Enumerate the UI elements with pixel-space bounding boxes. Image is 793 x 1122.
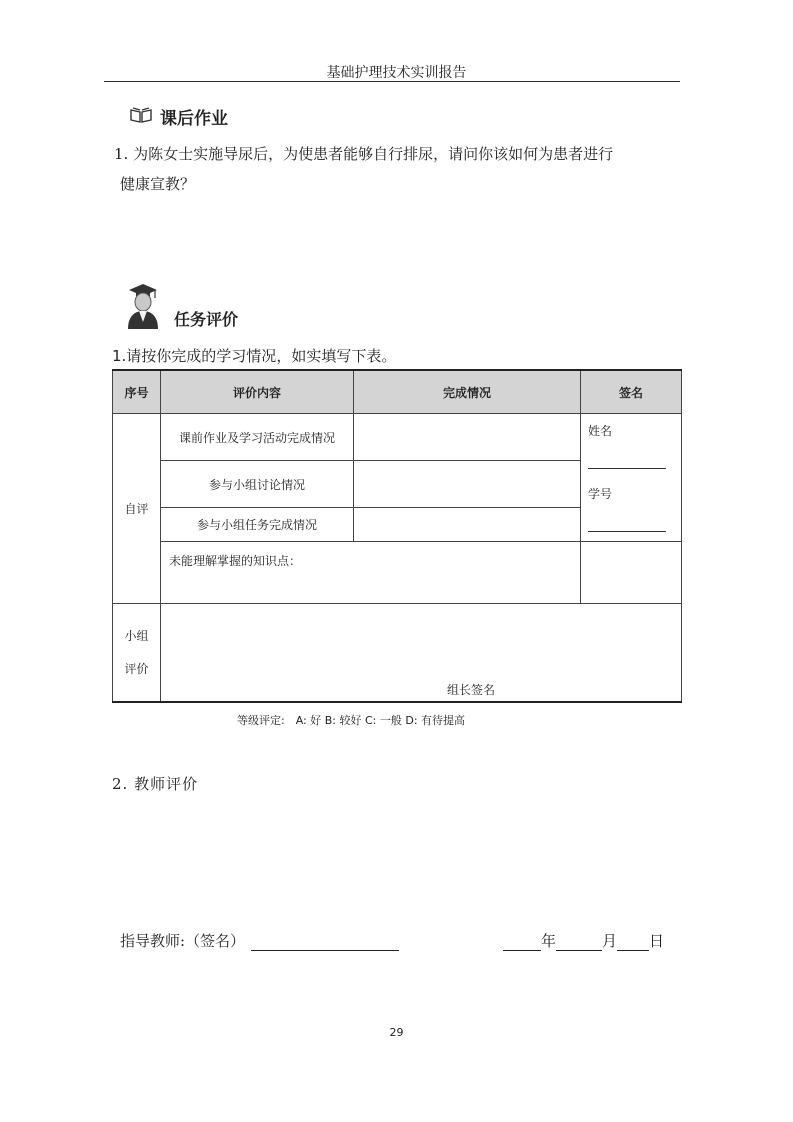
name-label: 姓名	[588, 424, 613, 438]
table-row	[113, 604, 682, 702]
graduate-avatar-icon	[126, 280, 160, 334]
unmastered-points-field[interactable]: 未能理解掌握的知识点：	[161, 542, 581, 604]
col-header-number: 序号	[113, 370, 161, 414]
eval-item-3: 参与小组任务完成情况	[161, 508, 354, 542]
student-id-label: 学号	[588, 487, 613, 501]
homework-section-heading	[130, 104, 228, 129]
col-header-content: 评价内容	[161, 370, 354, 414]
completion-input-1[interactable]	[354, 414, 581, 461]
homework-question	[114, 139, 674, 199]
signature-cell	[581, 414, 682, 542]
table-instruction: 1.请按你完成的学习情况，如实填写下表。	[112, 347, 397, 365]
completion-input-3[interactable]	[354, 508, 581, 542]
eval-item-1: 课前作业及学习活动完成情况	[161, 414, 354, 461]
day-input-line[interactable]	[617, 933, 649, 951]
page-header-title: 基础护理技术实训报告	[326, 65, 467, 81]
month-input-line[interactable]	[556, 933, 602, 951]
group-eval-field[interactable]	[161, 604, 682, 702]
self-eval-label: 自评	[113, 414, 161, 604]
col-header-completion: 完成情况	[354, 370, 581, 414]
evaluation-table	[112, 369, 682, 703]
table-row	[113, 542, 682, 604]
table-row	[113, 414, 682, 461]
question-line-2: 健康宣教？	[120, 175, 196, 193]
teacher-signature-row	[120, 930, 399, 951]
evaluation-section-heading	[126, 280, 238, 334]
table-header-row	[113, 370, 682, 414]
question-line-1: 1. 为陈女士实施导尿后，为使患者能够自行排尿，请问你该如何为患者进行	[114, 145, 614, 163]
eval-item-2: 参与小组讨论情况	[161, 461, 354, 508]
date-row	[503, 930, 664, 951]
grade-legend: 等级评定: A: 好 B: 较好 C: 一般 D: 有待提高	[237, 714, 466, 727]
student-id-input-line[interactable]	[588, 531, 666, 532]
name-input-line[interactable]	[588, 468, 666, 469]
day-label: 日	[649, 932, 665, 950]
empty-cell	[581, 542, 682, 604]
group-eval-label-line2: 评价	[124, 662, 149, 677]
col-header-signature: 签名	[581, 370, 682, 414]
group-eval-label-line1: 小组	[124, 629, 149, 644]
completion-input-2[interactable]	[354, 461, 581, 508]
teacher-signature-line[interactable]	[251, 933, 399, 951]
page-number: 29	[389, 1026, 404, 1039]
month-label: 月	[602, 932, 618, 950]
open-book-icon	[130, 107, 152, 127]
teacher-signature-label: 指导教师:（签名）	[120, 932, 246, 950]
homework-title: 课后作业	[160, 109, 228, 129]
group-eval-label	[113, 604, 161, 702]
teacher-eval-title: 2. 教师评价	[112, 775, 199, 793]
year-input-line[interactable]	[503, 933, 541, 951]
header-divider	[104, 81, 680, 82]
group-leader-signature-label: 组长签名	[447, 683, 496, 697]
evaluation-title: 任务评价	[174, 310, 239, 329]
year-label: 年	[541, 932, 557, 950]
